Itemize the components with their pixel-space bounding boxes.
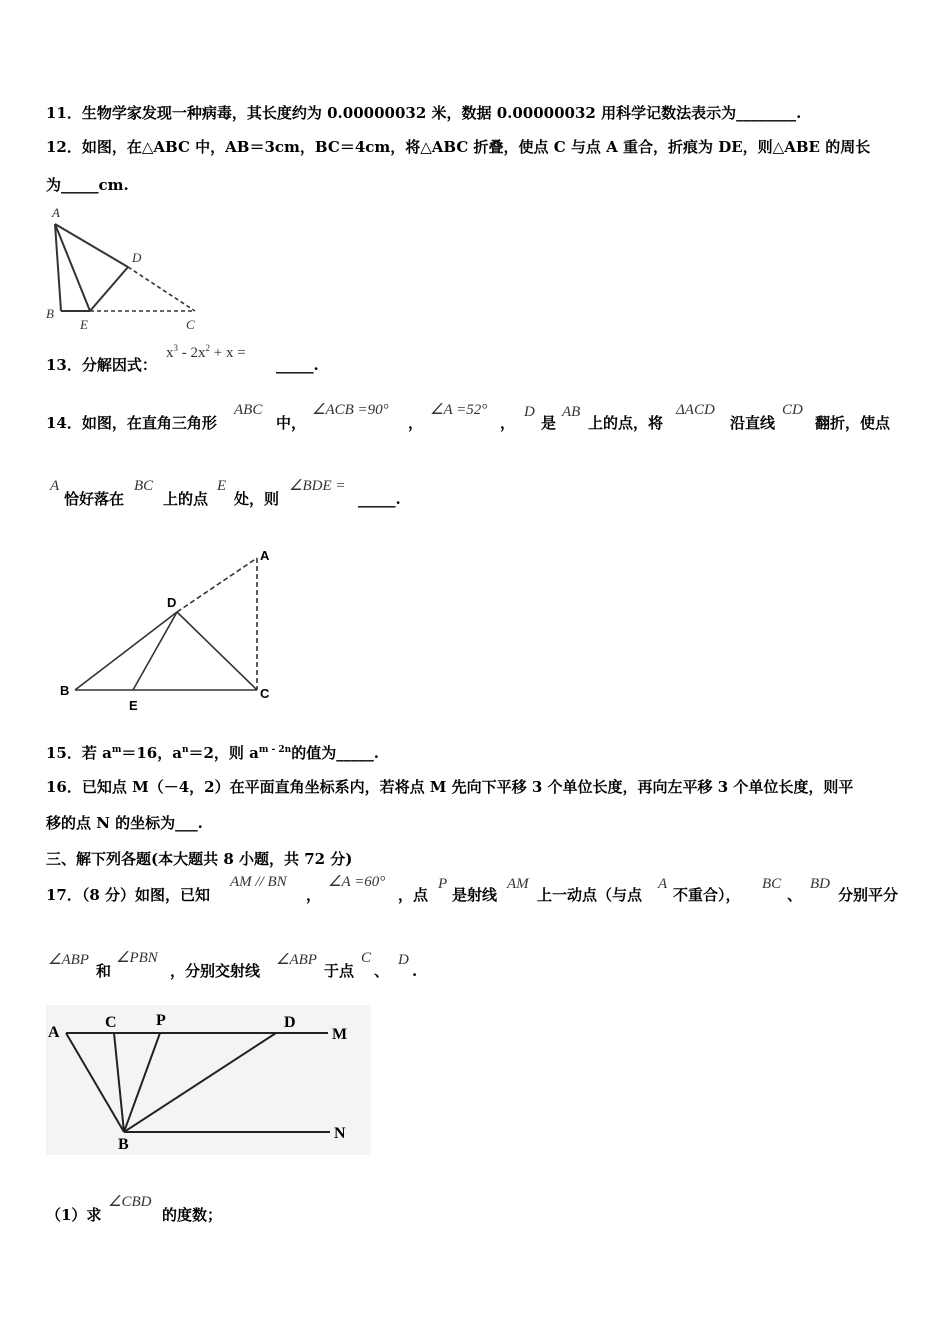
q17-m7: BD — [810, 876, 830, 892]
q17-p9: 和 — [96, 962, 112, 980]
q17-sub1-prefix: （1）求 — [46, 1206, 102, 1224]
q14-m8: A — [50, 478, 60, 494]
q14-label-a: A — [260, 548, 270, 563]
q14-side-dc — [177, 612, 257, 690]
q17-p3: ，点 — [398, 886, 429, 904]
q12-figure — [40, 200, 210, 335]
q14-m3: ∠A =52° — [430, 402, 488, 418]
q17-label-c: C — [105, 1014, 117, 1031]
q15-s1: m — [111, 745, 122, 755]
q15-p2: ＝16，a — [121, 744, 182, 762]
q13-x: x — [166, 345, 174, 361]
q16-line2: 移的点 N 的坐标为___. — [46, 814, 203, 832]
q15-p4: 的值为_____. — [291, 744, 379, 762]
q17-p4: 是射线 — [452, 886, 498, 904]
q12-label-c: C — [186, 317, 195, 332]
q17-m11: C — [361, 950, 372, 966]
q14-m5: AB — [562, 404, 581, 420]
q12-line2: 为_____cm. — [46, 176, 129, 194]
q14-m10: E — [217, 478, 227, 494]
q17-label-d: D — [284, 1014, 296, 1031]
q14-p1: 14．如图，在直角三角形 — [46, 414, 217, 432]
q14-label-e: E — [129, 698, 138, 713]
q14-figure — [50, 540, 290, 720]
q13-exp2: 2 — [205, 343, 210, 353]
q13-expression — [166, 345, 246, 361]
q17-sub1-math: ∠CBD — [108, 1194, 152, 1210]
q15-p1: 15．若 a — [46, 744, 112, 762]
q12-dashed-dc — [128, 267, 195, 311]
q17-m2: ∠A =60° — [328, 874, 386, 890]
q14-m6: ΔACD — [676, 402, 715, 418]
q14-p3: ， — [408, 414, 424, 432]
q14-p10: 上的点 — [163, 490, 209, 508]
q14-label-d: D — [167, 595, 177, 610]
q17-label-n: N — [334, 1125, 346, 1142]
q15-s3: m - 2n — [258, 745, 292, 755]
q17-p12: 、 — [374, 962, 390, 980]
q13-exp3: 3 — [173, 343, 178, 353]
q14-label-b: B — [60, 683, 70, 698]
q14-p8: 翻折，使点 — [815, 414, 891, 432]
q17-segment-bd — [124, 1033, 276, 1132]
q17-label-p: P — [156, 1012, 166, 1029]
q17-m3: P — [438, 876, 448, 892]
q17-p2: ， — [306, 886, 322, 904]
q14-p11: 处，则 — [234, 490, 280, 508]
q17-m4: AM — [507, 876, 529, 892]
q13-blank: _____. — [276, 356, 319, 374]
q14-m1: ABC — [234, 402, 263, 418]
q14-side-de — [133, 612, 177, 690]
q11-text: 11．生物学家发现一种病毒，其长度约为 0.00000032 米，数据 0.00000032 用科学记数法表示为________. — [46, 104, 802, 122]
q16-line1: 16．已知点 M（－4，2）在平面直角坐标系内，若将点 M 先向下平移 3 个单位长度，再向左平移 3 个单位长度，则平 — [46, 778, 854, 796]
q17-p11: 于点 — [324, 962, 355, 980]
q14-p6: 上的点，将 — [588, 414, 664, 432]
q14-m9: BC — [134, 478, 154, 494]
q12-side-de — [90, 267, 128, 311]
q17-m8: ∠ABP — [48, 952, 89, 968]
q17-m12: D — [398, 952, 409, 968]
q14-dashed-da — [177, 558, 257, 612]
q12-label-a: A — [52, 205, 60, 220]
q13-prefix: 13．分解因式： — [46, 356, 157, 374]
q14-m4: D — [524, 404, 535, 420]
q17-m6: BC — [762, 876, 782, 892]
q14-p9: 恰好落在 — [64, 490, 125, 508]
q17-m5: A — [658, 876, 668, 892]
q17-p1: 17．（8 分）如图，已知 — [46, 886, 211, 904]
q13-mid: - 2x — [178, 345, 206, 361]
q17-p8: 分别平分 — [838, 886, 899, 904]
q17-p13: . — [412, 962, 418, 980]
q14-p2: 中， — [276, 414, 307, 432]
q14-m7: CD — [782, 402, 803, 418]
q17-label-a: A — [48, 1024, 60, 1041]
q14-side-bd — [75, 612, 177, 690]
q17-m10: ∠ABP — [276, 952, 317, 968]
q17-p5: 上一动点（与点 — [537, 886, 643, 904]
q17-sub1-suffix: 的度数； — [162, 1206, 223, 1224]
q15-s2: n — [181, 745, 189, 755]
q14-p5: 是 — [541, 414, 557, 432]
q17-segment-bp — [124, 1033, 160, 1132]
q14-m11: ∠BDE = — [289, 478, 346, 494]
q17-label-m: M — [332, 1026, 348, 1043]
q17-m9: ∠PBN — [116, 950, 158, 966]
q14-m2: ∠ACB =90° — [312, 402, 389, 418]
q12-label-e: E — [80, 317, 88, 332]
q17-figure — [46, 1005, 371, 1155]
q13-rest: + x = — [210, 345, 246, 361]
q12-line1: 12．如图，在△ABC 中，AB＝3cm，BC＝4cm，将△ABC 折叠，使点 C 与点 A 重合，折痕为 DE，则△ABE 的周长 — [46, 138, 871, 156]
q14-p7: 沿直线 — [730, 414, 776, 432]
q17-label-b: B — [118, 1136, 129, 1153]
q12-side-ad — [55, 224, 128, 267]
q15-p3: ＝2，则 a — [188, 744, 259, 762]
q14-label-c: C — [260, 686, 270, 701]
q14-p4: ， — [500, 414, 516, 432]
q17-p10: ，分别交射线 — [170, 962, 261, 980]
q15-text — [46, 744, 379, 762]
section3-heading: 三、解下列各题(本大题共 8 小题，共 72 分) — [46, 850, 353, 868]
q12-label-b: B — [46, 306, 54, 321]
q12-label-d: D — [132, 250, 142, 265]
q17-m1: AM // BN — [230, 874, 287, 890]
q17-p7: 、 — [787, 886, 803, 904]
q17-p6: 不重合）， — [673, 886, 741, 904]
q14-p12: _____. — [358, 490, 401, 508]
